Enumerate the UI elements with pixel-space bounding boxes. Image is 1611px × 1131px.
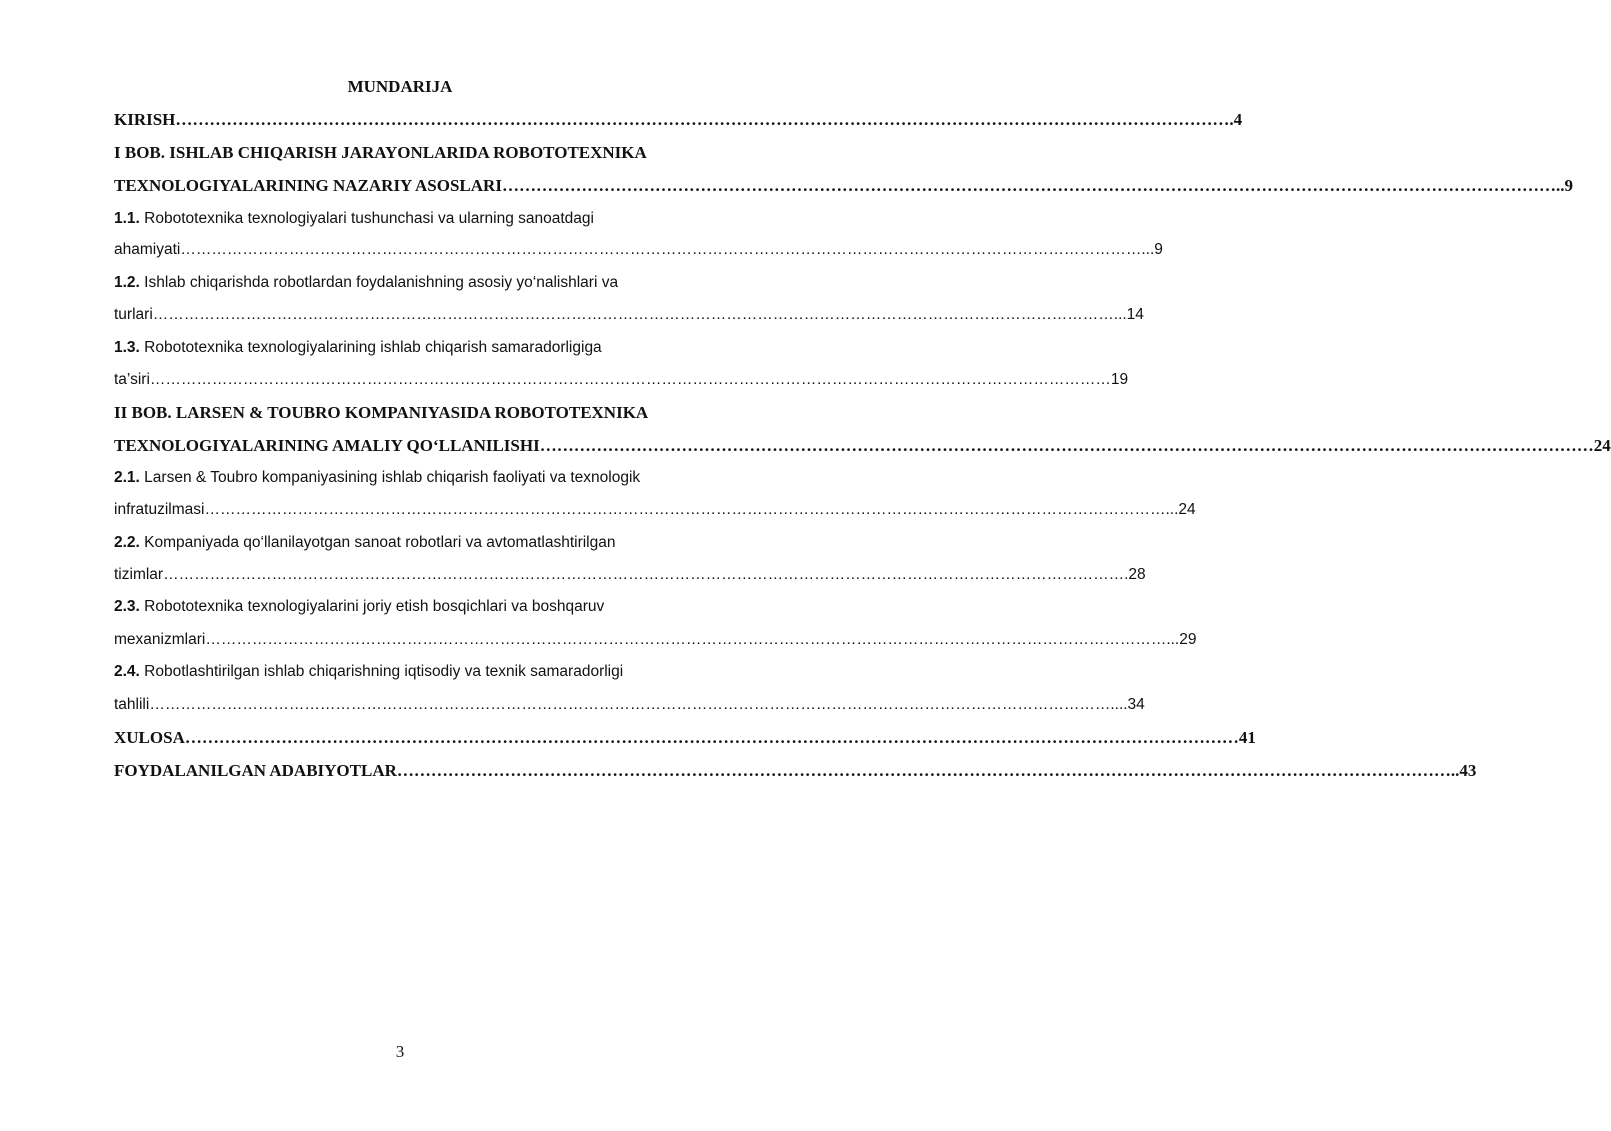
toc-page-number: ....34 [1110,696,1145,713]
toc-leader-dots: …………………………………………………………………………………………………………………………………………………………………… [184,728,1239,747]
section-title: Ishlab chiqarishda robotlardan foydalanishning asosiy yo‘nalishlari va [139,274,619,291]
toc-entry-1-1[interactable] [114,241,1163,259]
section-title: Kompaniyada qo‘llanilayotgan sanoat robotlari va avtomatlashtirilgan [139,534,616,551]
toc-page-number: ...9 [1141,241,1163,258]
toc-entry-title: turlari [114,306,153,323]
toc-leader-dots: …………………………………………………………………………………………………………………………………………………………………… [396,761,1451,780]
toc-page-number: 41 [1238,728,1256,747]
toc-heading: MUNDARIJA [347,77,453,96]
toc-page-number: .28 [1124,566,1146,583]
toc-leader-dots: …………………………………………………………………………………………………………………………………………………………………… [163,566,1125,583]
section-title: Robototexnika texnologiyalarini joriy etish bosqichlari va boshqaruv [139,598,605,615]
toc-entry-title: ahamiyati [114,241,181,258]
toc-entry-2-4[interactable] [114,696,1145,714]
section-number: 1.1. [114,210,140,227]
section-number: 2.3. [114,598,140,615]
section-number: 1.3. [114,339,140,356]
toc-leader-dots: …………………………………………………………………………………………………………………………………………………………………… [204,501,1166,518]
section-title: Robotlashtirilgan ishlab chiqarishning iqtisodiy va texnik samaradorligi [139,663,624,680]
toc-page-number: 19 [1110,371,1129,388]
toc-leader-dots: …………………………………………………………………………………………………………………………………………………………………… [149,696,1111,713]
toc-entry-2-3[interactable] [114,631,1197,649]
toc-section-2-2-line1[interactable] [114,534,740,552]
section-title: Larsen & Toubro kompaniyasining ishlab chiqarish faoliyati va texnologik [139,469,641,486]
toc-leader-dots: …………………………………………………………………………………………………………………………………………………………………… [152,306,1114,323]
toc-page-number: ...29 [1166,631,1197,648]
toc-page-number: ..9 [1555,176,1573,195]
toc-entry-title: KIRISH [114,110,176,129]
toc-chapter-2-line1[interactable]: II BOB. LARSEN & TOUBRO KOMPANIYASIDA ROBOTOTEXNIKA [114,403,649,422]
toc-entry-2-2[interactable] [114,566,1146,584]
toc-page-number: .4 [1229,110,1243,129]
page-number: 3 [395,1042,405,1061]
toc-chapter-1-line1[interactable]: I BOB. ISHLAB CHIQARISH JARAYONLARIDA ROBOTOTEXNIKA [114,143,647,162]
toc-entry-xulosa[interactable] [114,728,1256,748]
toc-leader-dots: …………………………………………………………………………………………………………………………………………………………………… [175,110,1230,129]
toc-leader-dots: …………………………………………………………………………………………………………………………………………………………………… [205,631,1167,648]
toc-entry-2-1[interactable] [114,501,1196,519]
toc-entry-title: FOYDALANILGAN ADABIYOTLAR [114,761,397,780]
toc-entry-title: mexanizmlari [114,631,206,648]
toc-entry-chapter-2[interactable] [114,436,1611,456]
section-number: 2.4. [114,663,140,680]
toc-entry-references[interactable] [114,761,1477,781]
toc-entry-title: tizimlar [114,566,164,583]
toc-page-number: ..43 [1450,761,1477,780]
toc-section-2-1-line1[interactable] [114,469,740,487]
toc-entry-title: ta’siri [114,371,150,388]
section-title: Robototexnika texnologiyalarining ishlab chiqarish samaradorligiga [139,339,602,356]
toc-entry-title: tahlili [114,696,150,713]
toc-entry-kirish[interactable] [114,110,1243,130]
toc-page-number: ...14 [1113,306,1144,323]
section-number: 2.1. [114,469,140,486]
section-number: 1.2. [114,274,140,291]
toc-page-number: ...24 [1165,501,1196,518]
toc-entry-title: TEXNOLOGIYALARINING NAZARIY ASOSLARI [114,176,502,195]
toc-leader-dots: …………………………………………………………………………………………………………………………………………………………………… [149,371,1111,388]
toc-entry-title: TEXNOLOGIYALARINING AMALIY QO‘LLANILISHI [114,436,540,455]
toc-section-1-1-line1[interactable] [114,210,740,228]
section-number: 2.2. [114,534,140,551]
toc-leader-dots: …………………………………………………………………………………………………………………………………………………………………… [539,436,1594,455]
toc-entry-1-2[interactable] [114,306,1144,324]
toc-entry-title: XULOSA [114,728,185,747]
toc-entry-chapter-1[interactable] [114,176,1573,196]
toc-section-1-3-line1[interactable] [114,339,740,357]
toc-section-2-3-line1[interactable] [114,598,740,616]
toc-section-1-2-line1[interactable] [114,274,740,292]
toc-leader-dots: …………………………………………………………………………………………………………………………………………………………………… [180,241,1142,258]
toc-entry-title: infratuzilmasi [114,501,205,518]
toc-page-number: 24 [1593,436,1611,455]
toc-leader-dots: …………………………………………………………………………………………………………………………………………………………………… [501,176,1556,195]
toc-section-2-4-line1[interactable] [114,663,740,681]
section-title: Robototexnika texnologiyalari tushunchasi va ularning sanoatdagi [139,210,594,227]
toc-entry-1-3[interactable] [114,371,1129,389]
